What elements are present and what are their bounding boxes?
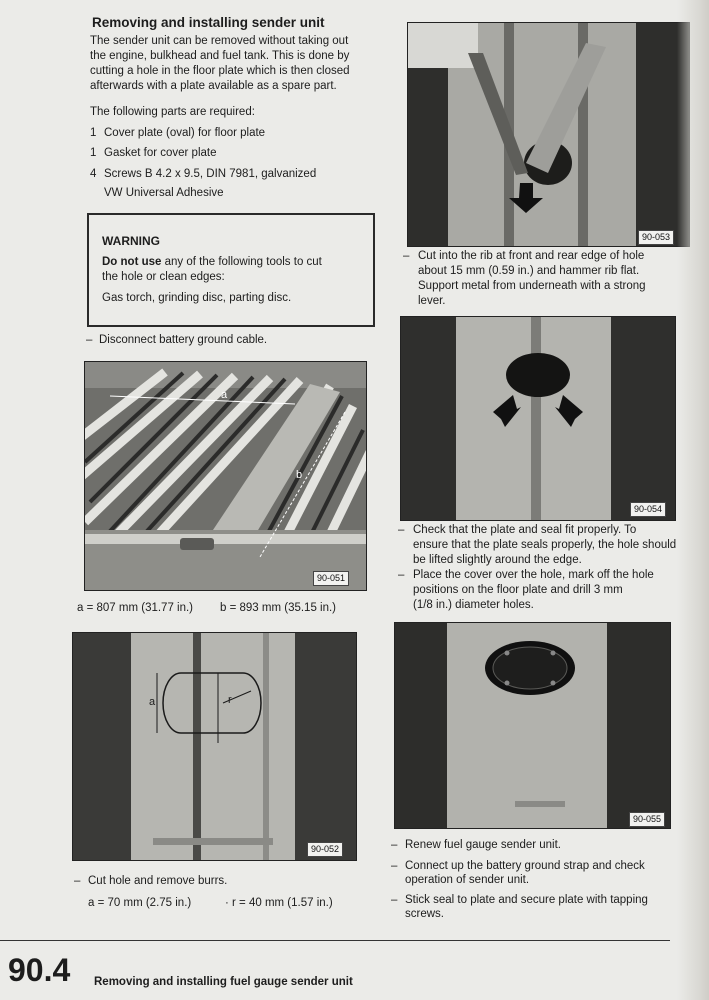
- step-check-fit: Check that the plate and seal fit properly. To: [413, 524, 637, 536]
- dash-bullet: –: [391, 839, 398, 851]
- dash-bullet: –: [86, 334, 93, 346]
- part-text: Gasket for cover plate: [104, 147, 217, 159]
- dash-bullet: –: [74, 875, 81, 887]
- dash-bullet: –: [403, 250, 410, 262]
- photo-cutting-rib: [407, 22, 690, 247]
- part-text: Screws B 4.2 x 9.5, DIN 7981, galvanized: [104, 168, 317, 180]
- step-check-fit: be lifted slightly around the edge.: [413, 554, 582, 566]
- step-cut-rib: lever.: [418, 295, 446, 307]
- page-number: 90.4: [8, 952, 71, 988]
- step-renew-sender: Renew fuel gauge sender unit.: [405, 839, 561, 851]
- dash-bullet: –: [391, 894, 398, 906]
- figure-number: 90-051: [313, 571, 349, 586]
- part-text: VW Universal Adhesive: [104, 187, 224, 199]
- page-edge-shadow: [677, 0, 709, 1000]
- step-place-cover: Place the cover over the hole, mark off the hole: [413, 569, 654, 581]
- warning-line-2: the hole or clean edges:: [102, 271, 225, 283]
- step-connect-ground: Connect up the battery ground strap and check: [405, 860, 645, 872]
- step-cut-rib: Support metal from underneath with a strong: [418, 280, 646, 292]
- figure-number: 90-055: [629, 812, 665, 827]
- step-cut-rib: about 15 mm (0.59 in.) and hammer rib flat.: [418, 265, 640, 277]
- dimension-r: · r = 40 mm (1.57 in.): [225, 897, 333, 909]
- dimension-a: a = 70 mm (2.75 in.): [88, 897, 192, 909]
- step-seal-plate: Stick seal to plate and secure plate with tapping: [405, 894, 648, 906]
- step-cut-rib: Cut into the rib at front and rear edge of hole: [418, 250, 645, 262]
- step-connect-ground: operation of sender unit.: [405, 874, 530, 886]
- dimension-b: b = 893 mm (35.15 in.): [220, 602, 337, 614]
- part-qty: 1: [90, 127, 97, 139]
- warning-title: WARNING: [102, 234, 160, 248]
- intro-line: afterwards with a plate available as a spare part.: [90, 80, 337, 92]
- warning-line-3: Gas torch, grinding disc, parting disc.: [102, 292, 292, 304]
- step-disconnect: Disconnect battery ground cable.: [99, 334, 268, 346]
- part-text: Cover plate (oval) for floor plate: [104, 127, 266, 139]
- dim-label-r: r: [228, 694, 232, 706]
- step-place-cover: positions on the floor plate and drill 3 mm: [413, 584, 623, 596]
- step-cut-hole: Cut hole and remove burrs.: [88, 875, 228, 887]
- step-seal-plate: screws.: [405, 908, 444, 920]
- warning-line-1-rest: any of the following tools to cut: [161, 256, 322, 268]
- photo-hole-cut: [400, 316, 676, 521]
- intro-line: The sender unit can be removed without taking out: [90, 35, 349, 47]
- warning-emphasis: Do not use: [102, 256, 162, 268]
- dim-label-a: a: [149, 696, 156, 708]
- intro-line: the engine, bulkhead and fuel tank. This is done by: [90, 50, 350, 62]
- footer-rule: [0, 940, 670, 941]
- footer-title: Removing and installing fuel gauge sender unit: [94, 976, 353, 988]
- figure-number: 90-053: [638, 230, 674, 245]
- part-qty: 1: [90, 147, 97, 159]
- section-heading: Removing and installing sender unit: [92, 15, 325, 30]
- warning-line-1: [102, 255, 322, 270]
- dash-bullet: –: [398, 524, 405, 536]
- photo-hole-marking: [72, 632, 357, 861]
- dash-bullet: –: [391, 860, 398, 872]
- parts-intro: The following parts are required:: [90, 106, 255, 118]
- dim-label-a: a: [221, 389, 228, 401]
- intro-line: cutting a hole in the floor plate which is then closed: [90, 65, 350, 77]
- step-check-fit: ensure that the plate seals properly, the hole should: [413, 539, 677, 551]
- dimension-a: a = 807 mm (31.77 in.): [77, 602, 194, 614]
- figure-number: 90-054: [630, 502, 666, 517]
- figure-number: 90-052: [307, 842, 343, 857]
- dim-label-b: b: [296, 469, 303, 481]
- photo-cover-fitted: [394, 622, 671, 829]
- step-place-cover: (1/8 in.) diameter holes.: [413, 599, 534, 611]
- part-qty: 4: [90, 168, 97, 180]
- dash-bullet: –: [398, 569, 405, 581]
